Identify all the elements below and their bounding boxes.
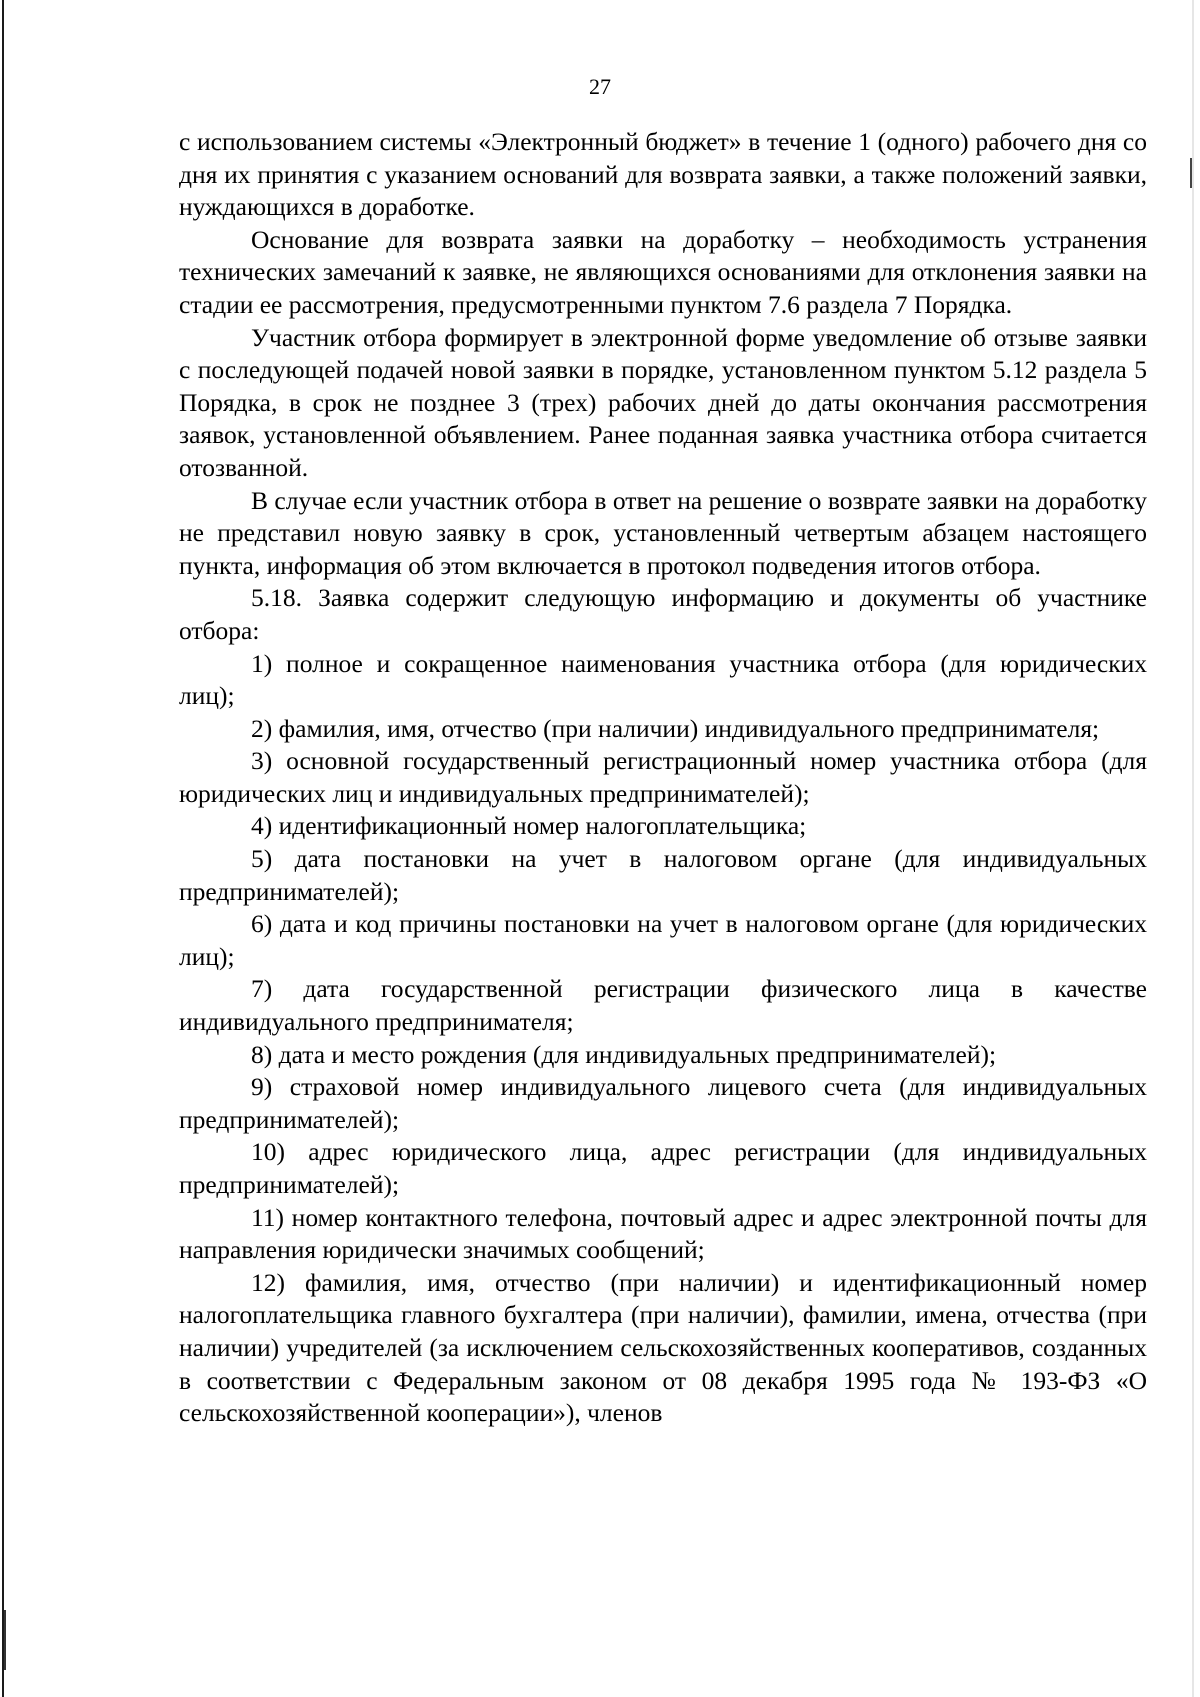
list-item-1: 1) полное и сокращенное наименования участника отбора (для юридических лиц); (179, 648, 1147, 711)
list-item-4: 4) идентификационный номер налогоплательщика; (251, 811, 807, 841)
page-number: 27 (589, 74, 611, 99)
list-item-11: 11) номер контактного телефона, почтовый адрес и адрес электронной почты для направления юридически значимых сообщений; (179, 1202, 1147, 1265)
scan-edge-right (1192, 0, 1194, 1697)
paragraph-return-basis: Основание для возврата заявки на доработку – необходимость устранения технических замечаний к заявке, не являющихся основаниями для отклонения заявки на стадии ее рассмотрения, предусмотренными пунктом 7.6 раздела 7 Порядка. (179, 224, 1147, 319)
paragraph-continuation: с использованием системы «Электронный бюджет» в течение 1 (одного) рабочего дня со дня их принятия с указанием оснований для возврата заявки, а также положений заявки, нуждающихся в доработке. (179, 127, 1147, 222)
list-item-8: 8) дата и место рождения (для индивидуальных предпринимателей); (251, 1039, 997, 1069)
scan-edge-left (2, 0, 4, 1697)
paragraph-no-new-application: В случае если участник отбора в ответ на решение о возврате заявки на доработку не представил новую заявку в срок, установленный четвертым абзацем настоящего пункта, информация об этом включается в протокол подведения итогов отбора. (179, 485, 1147, 580)
list-item-2: 2) фамилия, имя, отчество (при наличии) индивидуального предпринимателя; (251, 713, 1100, 743)
list-item-12: 12) фамилия, имя, отчество (при наличии) и идентификационный номер налогоплательщика главного бухгалтера (при наличии), фамилии, имена, отчества (при наличии) учредителей (за исключением сельскохозяйственных кооперативов, созданных в соответствии с Федеральным законом от 08 декабря 1995 года № 193-ФЗ «О сельскохозяйственной кооперации»), членов (179, 1267, 1147, 1428)
list-item-9: 9) страховой номер индивидуального лицевого счета (для индивидуальных предпринимателей); (179, 1072, 1147, 1134)
scan-mark-right (1190, 158, 1192, 188)
list-item-10: 10) адрес юридического лица, адрес регистрации (для индивидуальных предпринимателей); (179, 1137, 1147, 1199)
clause-5-18-heading: 5.18. Заявка содержит следующую информацию и документы об участнике отбора: (179, 583, 1147, 645)
scan-mark-left (4, 1610, 6, 1670)
paragraph-withdrawal-notice: Участник отбора формирует в электронной форме уведомление об отзыве заявки с последующей подачей новой заявки в порядке, установленном пунктом 5.12 раздела 5 Порядка, в срок не позднее 3 (трех) рабочих дней до даты окончания рассмотрения заявок, установленной объявлением. Ранее поданная заявка участника отбора считается отозванной. (179, 322, 1147, 482)
list-item-6: 6) дата и код причины постановки на учет в налоговом органе (для юридических лиц); (179, 909, 1147, 971)
document-body (179, 126, 1147, 1430)
list-item-5: 5) дата постановки на учет в налоговом органе (для индивидуальных предпринимателей); (179, 844, 1147, 906)
list-item-7: 7) дата государственной регистрации физического лица в качестве индивидуального предпринимателя; (179, 974, 1147, 1037)
list-item-3: 3) основной государственный регистрационный номер участника отбора (для юридических лиц и индивидуальных предпринимателей); (179, 746, 1147, 808)
